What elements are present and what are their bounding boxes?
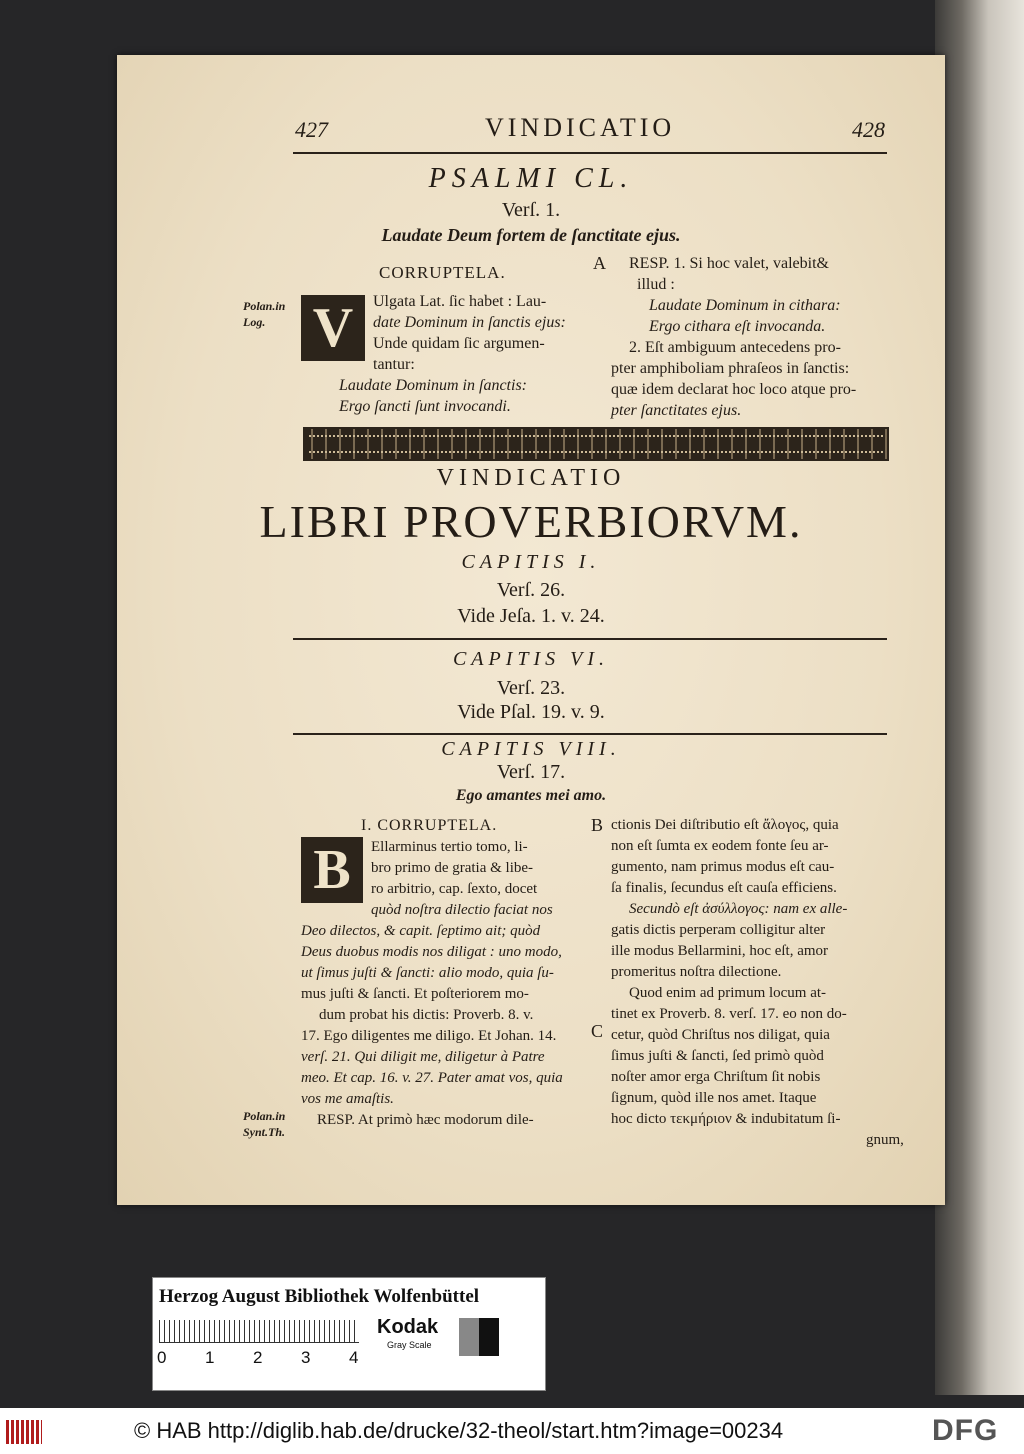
psalm-heading: PSALMI CL. [428,163,634,194]
text-line: ſignum, quòd ille nos amet. Itaque [611,1090,817,1106]
cap8-corruptela-title: I. CORRUPTELA. [361,817,498,834]
text-line: Ulgata Lat. ſic habet : Lau- [373,293,547,310]
cap8-left-column [301,900,563,1131]
kodak-gray-scale: Gray Scale [387,1340,432,1350]
cap1-heading: CAPITIS I. [461,551,601,573]
text-line: Laudate Dominum in cithara: [649,297,841,314]
initial-letter-v: V [301,295,365,361]
text-line: ille modus Bellarmini, hoc eſt, amor [611,943,829,959]
black-patch [479,1318,499,1356]
text-line: 2. Eſt ambiguum antecedens pro- [629,339,841,356]
margin-marker-a: A [593,253,606,273]
book-edge [935,0,1024,1395]
text-line: vos me amaſtis. [301,1091,394,1107]
psalm-left-column [373,291,566,375]
text-line: Ergo ſancti ſunt invocandi. [339,398,511,415]
text-line: meo. Et cap. 16. v. 27. Pater amat vos, quia [301,1070,563,1086]
book-subtitle: VINDICATIO [436,465,626,491]
footer-url[interactable]: © HAB http://diglib.hab.de/drucke/32-theol/start.htm?image=00234 [134,1418,784,1443]
text-line: hoc dicto τεκμήριον & indubitatum ſi- [611,1111,841,1127]
dfg-logo: DFG [932,1414,999,1447]
text-line: ſa finalis, ſecundus eſt cauſa efficiens. [611,880,837,896]
text-line: quòd noſtra dilectio faciat nos [371,902,553,918]
text-line: date Dominum in ſanctis ejus: [373,314,566,331]
text-line: ro arbitrio, cap. ſexto, docet [371,881,538,897]
text-line: illud : [637,276,675,293]
text-line: pter amphiboliam phraſeos in ſanctis: [611,360,850,377]
margin-note-line2: Log. [243,315,266,329]
page-number-right: 428 [852,117,885,142]
text-line: tantur: [373,356,415,373]
psalm-left-quote [339,375,527,417]
text-line: pter ſanctitates ejus. [611,402,742,419]
book-title: LIBRI PROVERBIORVM. [259,496,803,547]
text-line: ſimus juſti & ſancti, ſed primò quòd [611,1048,824,1064]
text-line: RESP. 1. Si hoc valet, valebit& [629,255,829,272]
text-line: Laudate Dominum in ſanctis: [339,377,527,394]
ornamental-band [303,427,889,461]
psalm-corruptela-title: CORRUPTELA. [379,263,506,282]
text-line: 17. Ego diligentes me diligo. Et Johan. 14. [301,1028,557,1044]
scale-number: 4 [349,1348,359,1367]
text-line: mus juſti & ſancti. Et poſteriorem mo- [301,986,529,1002]
ruler-scale [159,1320,359,1343]
running-title: VINDICATIO [485,113,676,142]
text-line: verſ. 21. Qui diligit me, diligetur à Patre [301,1049,545,1065]
psalm-right-column-2 [611,337,856,421]
text-line: gatis dictis perperam colligitur alter [611,922,826,938]
text-line: non eſt ſumta ex eodem fonte ſeu ar- [611,838,829,854]
text-line: bro primo de gratia & libe- [371,860,534,876]
book-page [117,55,945,1205]
text-line: quæ idem declarat hoc loco atque pro- [611,381,857,398]
margin-marker-b: B [591,815,604,835]
cap8-left-column-top [371,837,537,900]
text-line: promeritus noſtra dilectione. [611,964,782,980]
text-line: gnum, [866,1132,904,1148]
text-line: Ellarminus tertio tomo, li- [371,839,528,855]
text-line: Deo dilectos, & capit. ſeptimo ait; quòd [301,923,541,939]
scale-number: 1 [205,1348,215,1367]
footer-bar [0,1408,1024,1454]
text-line: Unde quidam ſic argumen- [373,335,545,352]
text-line: cetur, quòd Chriſtus nos diligat, quia [611,1027,830,1043]
text-line: ctionis Dei diſtributio eſt ἄλογος, quia [611,817,839,833]
cap6-verse: Verſ. 23. [496,677,566,699]
cap8-heading: CAPITIS VIII. [441,738,621,760]
cap8-verse: Verſ. 17. [496,761,566,783]
text-line: Deus duobus modis nos diligat : uno modo, [301,944,562,960]
cap6-ref: Vide Pſal. 19. v. 9. [457,701,605,723]
gray-patch [459,1318,479,1356]
cap8-right-column [611,815,904,1151]
initial-letter-b: B [301,837,363,903]
scale-number: 0 [157,1348,167,1367]
psalm-quote: Laudate Deum fortem de ſanctitate ejus. [381,225,681,245]
psalm-right-column [629,253,841,337]
margin-marker-c: C [591,1021,604,1041]
scale-number: 3 [301,1348,311,1367]
psalm-verse: Verſ. 1. [501,199,561,221]
cap1-ref: Vide Jeſa. 1. v. 24. [457,605,605,627]
kodak-brand: Kodak [377,1316,439,1338]
cap8-quote: Ego amantes mei amo. [455,787,607,804]
library-label [152,1277,546,1391]
barcode-icon [6,1420,42,1444]
section-rule [293,733,887,735]
text-line: tinet ex Proverb. 8. verſ. 17. eo non do- [611,1006,847,1022]
text-line: ut ſimus juſti & ſancti: alio modo, quia ſu- [301,965,554,981]
margin-note-line1: Polan.in [243,1109,286,1123]
scale-number: 2 [253,1348,263,1367]
text-line: RESP. At primò hæc modorum dile- [317,1112,534,1128]
header-rule [293,152,887,154]
text-line: dum probat his dictis: Proverb. 8. v. [319,1007,534,1023]
margin-note-line2: Synt.Th. [243,1125,286,1139]
margin-note-line1: Polan.in [243,299,286,313]
text-line: gumento, nam primus modus eſt cau- [611,859,835,875]
text-line: Secundò eſt ἀσύλλογος: nam ex alle- [629,901,848,917]
text-line: Ergo cithara eſt invocanda. [649,318,826,335]
text-line: noſter amor erga Chriſtum ſit nobis [611,1069,821,1085]
cap6-heading: CAPITIS VI. [452,648,610,670]
section-rule [293,638,887,640]
text-line: Quod enim ad primum locum at- [629,985,827,1001]
library-name: Herzog August Bibliothek Wolfenbüttel [159,1286,480,1307]
cap1-verse: Verſ. 26. [496,579,566,601]
page-number-left: 427 [295,117,328,142]
